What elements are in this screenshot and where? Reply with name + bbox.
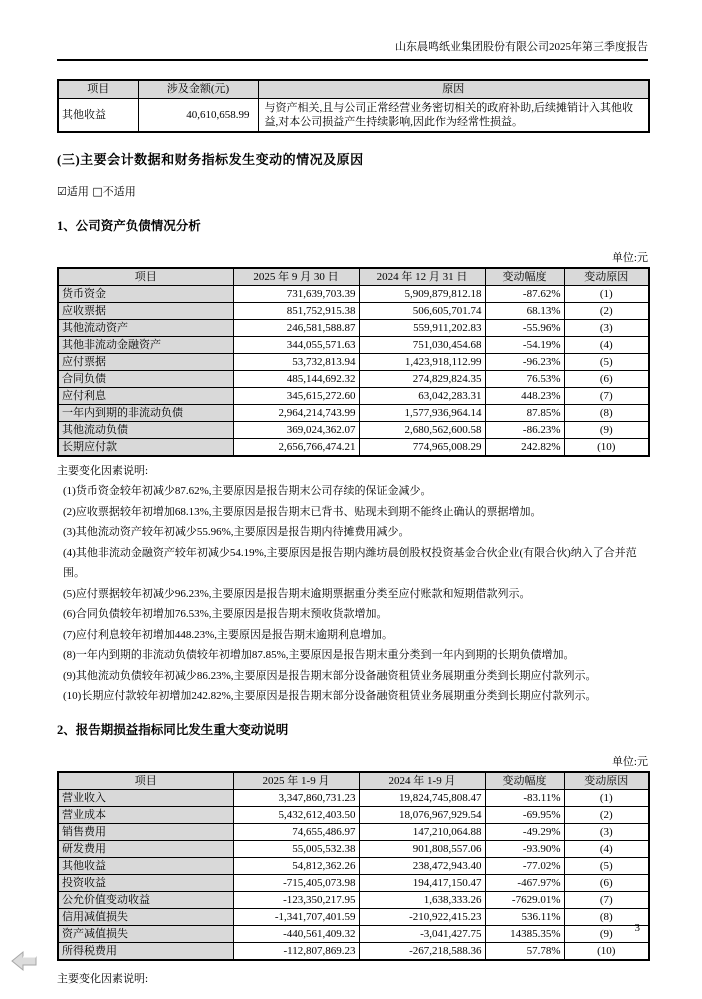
table-row bbox=[58, 841, 649, 858]
change-cell: -54.19% bbox=[485, 337, 564, 354]
reason-cell: (8) bbox=[564, 405, 649, 422]
item-cell: 其他流动资产 bbox=[58, 320, 233, 337]
col-header-reason: 变动原因 bbox=[564, 772, 649, 790]
col-header-current: 2025 年 9 月 30 日 bbox=[233, 268, 359, 286]
item-cell: 投资收益 bbox=[58, 875, 233, 892]
reason-cell: (1) bbox=[564, 286, 649, 303]
change-cell: -83.11% bbox=[485, 790, 564, 807]
table-row bbox=[58, 875, 649, 892]
item-cell: 其他收益 bbox=[58, 858, 233, 875]
prior-cell: 1,638,333.26 bbox=[359, 892, 485, 909]
change-cell: -49.29% bbox=[485, 824, 564, 841]
table-row bbox=[58, 926, 649, 943]
reason-cell: (5) bbox=[564, 858, 649, 875]
item-cell: 销售费用 bbox=[58, 824, 233, 841]
change-cell: 14385.35% bbox=[485, 926, 564, 943]
applicable-checkbox: ☑适用 bbox=[57, 184, 89, 198]
change-cell: -96.23% bbox=[485, 354, 564, 371]
balance-notes bbox=[57, 461, 648, 707]
note-item: (5)应付票据较年初减少96.23%,主要原因是报告期末逾期票据重分类至应付账款和短期借款列示。 bbox=[63, 587, 531, 600]
item-cell: 应付票据 bbox=[58, 354, 233, 371]
table-row bbox=[58, 354, 649, 371]
current-cell: -123,350,217.95 bbox=[233, 892, 359, 909]
current-cell: -715,405,073.98 bbox=[233, 875, 359, 892]
item-cell: 营业成本 bbox=[58, 807, 233, 824]
income-change-table bbox=[57, 771, 650, 962]
item-cell: 公允价值变动收益 bbox=[58, 892, 233, 909]
table-row bbox=[58, 422, 649, 439]
prior-cell: 751,030,454.68 bbox=[359, 337, 485, 354]
item-cell: 信用减值损失 bbox=[58, 909, 233, 926]
prior-cell: 274,829,824.35 bbox=[359, 371, 485, 388]
reason-cell: (3) bbox=[564, 824, 649, 841]
balance-change-table bbox=[57, 267, 650, 458]
prior-cell: 1,577,936,964.14 bbox=[359, 405, 485, 422]
current-cell: 55,005,532.38 bbox=[233, 841, 359, 858]
note-item: (7)应付利息较年初增加448.23%,主要原因是报告期末逾期利息增加。 bbox=[63, 628, 393, 641]
page-header bbox=[57, 0, 648, 55]
reason-cell: 与资产相关,且与公司正常经营业务密切相关的政府补助,后续摊销计入其他收益,对本公司损益产生持续影响,因此作为经常性损益。 bbox=[258, 98, 649, 132]
table-row bbox=[58, 388, 649, 405]
current-cell: -1,341,707,401.59 bbox=[233, 909, 359, 926]
change-cell: -86.23% bbox=[485, 422, 564, 439]
note-item: (4)其他非流动金融资产较年初减少54.19%,主要原因是报告期内潍坊晨创股权投资基金合伙企业(有限合伙)纳入了合并范围。 bbox=[63, 546, 637, 579]
change-cell: 87.85% bbox=[485, 405, 564, 422]
change-cell: 448.23% bbox=[485, 388, 564, 405]
col-header-item: 项目 bbox=[58, 80, 138, 98]
change-cell: 76.53% bbox=[485, 371, 564, 388]
current-cell: -112,807,869.23 bbox=[233, 943, 359, 961]
item-cell: 应收票据 bbox=[58, 303, 233, 320]
change-cell: -55.96% bbox=[485, 320, 564, 337]
prior-cell: 2,680,562,600.58 bbox=[359, 422, 485, 439]
reason-cell: (8) bbox=[564, 909, 649, 926]
table-row bbox=[58, 807, 649, 824]
change-cell: 68.13% bbox=[485, 303, 564, 320]
table-row bbox=[58, 303, 649, 320]
prior-cell: 238,472,943.40 bbox=[359, 858, 485, 875]
prior-cell: 147,210,064.88 bbox=[359, 824, 485, 841]
reason-cell: (1) bbox=[564, 790, 649, 807]
income-notes bbox=[57, 969, 648, 989]
reason-cell: (9) bbox=[564, 422, 649, 439]
change-cell: 57.78% bbox=[485, 943, 564, 961]
table-row bbox=[58, 790, 649, 807]
page-number: 3 bbox=[634, 922, 640, 934]
current-cell: 54,812,362.26 bbox=[233, 858, 359, 875]
current-cell: 851,752,915.38 bbox=[233, 303, 359, 320]
prior-cell: -3,041,427.75 bbox=[359, 926, 485, 943]
change-cell: -87.62% bbox=[485, 286, 564, 303]
col-header-change: 变动幅度 bbox=[485, 772, 564, 790]
item-cell: 货币资金 bbox=[58, 286, 233, 303]
current-cell: 74,655,486.97 bbox=[233, 824, 359, 841]
prior-cell: -210,922,415.23 bbox=[359, 909, 485, 926]
col-header-prior: 2024 年 1-9 月 bbox=[359, 772, 485, 790]
prior-cell: 901,808,557.06 bbox=[359, 841, 485, 858]
current-cell: 53,732,813.94 bbox=[233, 354, 359, 371]
reason-cell: (9) bbox=[564, 926, 649, 943]
item-cell: 一年内到期的非流动负债 bbox=[58, 405, 233, 422]
item-cell: 其他流动负债 bbox=[58, 422, 233, 439]
reason-cell: (7) bbox=[564, 892, 649, 909]
note-item: (2)应收票据较年初增加68.13%,主要原因是报告期末已背书、贴现未到期不能终止确认的票据增加。 bbox=[63, 505, 542, 518]
reason-cell: (3) bbox=[564, 320, 649, 337]
col-header-item: 项目 bbox=[58, 772, 233, 790]
not-applicable-checkbox: □不适用 bbox=[92, 184, 136, 198]
reason-cell: (4) bbox=[564, 841, 649, 858]
notes-title: 主要变化因素说明: bbox=[57, 465, 149, 477]
unit-label-1: 单位:元 bbox=[611, 251, 648, 264]
reason-cell: (6) bbox=[564, 875, 649, 892]
table-row bbox=[58, 439, 649, 457]
change-cell: -467.97% bbox=[485, 875, 564, 892]
item-cell: 营业收入 bbox=[58, 790, 233, 807]
back-arrow-icon[interactable] bbox=[10, 950, 38, 974]
section-title: (三)主要会计数据和财务指标发生变动的情况及原因 bbox=[57, 151, 364, 167]
change-cell: -77.02% bbox=[485, 858, 564, 875]
prior-cell: 5,909,879,812.18 bbox=[359, 286, 485, 303]
other-income-detail-table bbox=[57, 79, 650, 133]
item-cell: 资产减值损失 bbox=[58, 926, 233, 943]
change-cell: -93.90% bbox=[485, 841, 564, 858]
note-item: (6)合同负债较年初增加76.53%,主要原因是报告期末预收货款增加。 bbox=[63, 608, 388, 620]
item-cell: 应付利息 bbox=[58, 388, 233, 405]
col-header-reason: 变动原因 bbox=[564, 268, 649, 286]
table-row bbox=[58, 892, 649, 909]
current-cell: 369,024,362.07 bbox=[233, 422, 359, 439]
header-rule bbox=[57, 59, 648, 61]
note-item: (1)货币资金较年初减少87.62%,主要原因是报告期末公司存续的保证金减少。 bbox=[63, 485, 432, 497]
change-cell: -69.95% bbox=[485, 807, 564, 824]
table-header-row bbox=[58, 268, 649, 286]
table-row bbox=[58, 405, 649, 422]
item-cell: 研发费用 bbox=[58, 841, 233, 858]
table-row bbox=[58, 824, 649, 841]
note-item: (3)其他流动资产较年初减少55.96%,主要原因是报告期内待摊费用减少。 bbox=[63, 526, 410, 538]
current-cell: 344,055,571.63 bbox=[233, 337, 359, 354]
current-cell: -440,561,409.32 bbox=[233, 926, 359, 943]
current-cell: 485,144,692.32 bbox=[233, 371, 359, 388]
current-cell: 246,581,588.87 bbox=[233, 320, 359, 337]
subsection1-title: 1、公司资产负债情况分析 bbox=[57, 218, 201, 233]
note-item: (9)其他流动负债较年初减少86.23%,主要原因是报告期末部分设备融资租赁业务展期重分类到长期应付款列示。 bbox=[63, 669, 597, 682]
change-cell: 536.11% bbox=[485, 909, 564, 926]
change-cell: -7629.01% bbox=[485, 892, 564, 909]
prior-cell: 559,911,202.83 bbox=[359, 320, 485, 337]
table-row bbox=[58, 909, 649, 926]
prior-cell: 19,824,745,808.47 bbox=[359, 790, 485, 807]
change-cell: 242.82% bbox=[485, 439, 564, 457]
prior-cell: 194,417,150.47 bbox=[359, 875, 485, 892]
table-header-row bbox=[58, 80, 649, 98]
prior-cell: -267,218,588.36 bbox=[359, 943, 485, 961]
table-row bbox=[58, 371, 649, 388]
current-cell: 2,964,214,743.99 bbox=[233, 405, 359, 422]
reason-cell: (10) bbox=[564, 943, 649, 961]
prior-cell: 774,965,008.29 bbox=[359, 439, 485, 457]
table-row bbox=[58, 98, 649, 132]
item-cell: 其他收益 bbox=[58, 98, 138, 132]
table-row bbox=[58, 320, 649, 337]
item-cell: 所得税费用 bbox=[58, 943, 233, 961]
amount-cell: 40,610,658.99 bbox=[138, 98, 258, 132]
applicability-line bbox=[57, 183, 648, 199]
current-cell: 5,432,612,403.50 bbox=[233, 807, 359, 824]
col-header-reason: 原因 bbox=[258, 80, 649, 98]
col-header-amount: 涉及金额(元) bbox=[138, 80, 258, 98]
prior-cell: 18,076,967,929.54 bbox=[359, 807, 485, 824]
col-header-change: 变动幅度 bbox=[485, 268, 564, 286]
prior-cell: 1,423,918,112.99 bbox=[359, 354, 485, 371]
current-cell: 2,656,766,474.21 bbox=[233, 439, 359, 457]
table-row bbox=[58, 337, 649, 354]
item-cell: 其他非流动金融资产 bbox=[58, 337, 233, 354]
note-item: (8)一年内到期的非流动负债较年初增加87.85%,主要原因是报告期末重分类到一年内到期的长期负债增加。 bbox=[63, 649, 575, 661]
prior-cell: 63,042,283.31 bbox=[359, 388, 485, 405]
table-row bbox=[58, 286, 649, 303]
header-title: 山东晨鸣纸业集团股份有限公司2025年第三季度报告 bbox=[395, 41, 648, 53]
reason-cell: (2) bbox=[564, 807, 649, 824]
reason-cell: (2) bbox=[564, 303, 649, 320]
reason-cell: (4) bbox=[564, 337, 649, 354]
table-header-row bbox=[58, 772, 649, 790]
table-row bbox=[58, 858, 649, 875]
prior-cell: 506,605,701.74 bbox=[359, 303, 485, 320]
col-header-current: 2025 年 1-9 月 bbox=[233, 772, 359, 790]
item-cell: 合同负债 bbox=[58, 371, 233, 388]
reason-cell: (10) bbox=[564, 439, 649, 457]
reason-cell: (7) bbox=[564, 388, 649, 405]
current-cell: 3,347,860,731.23 bbox=[233, 790, 359, 807]
col-header-item: 项目 bbox=[58, 268, 233, 286]
unit-label-2: 单位:元 bbox=[611, 755, 648, 768]
current-cell: 731,639,703.39 bbox=[233, 286, 359, 303]
col-header-prior: 2024 年 12 月 31 日 bbox=[359, 268, 485, 286]
current-cell: 345,615,272.60 bbox=[233, 388, 359, 405]
item-cell: 长期应付款 bbox=[58, 439, 233, 457]
subsection2-title: 2、报告期损益指标同比发生重大变动说明 bbox=[57, 722, 289, 737]
reason-cell: (6) bbox=[564, 371, 649, 388]
table-row bbox=[58, 943, 649, 961]
note-item: (10)长期应付款较年初增加242.82%,主要原因是报告期末部分设备融资租赁业务展期重分类到长期应付款列示。 bbox=[63, 690, 597, 702]
notes-title: 主要变化因素说明: bbox=[57, 973, 149, 985]
reason-cell: (5) bbox=[564, 354, 649, 371]
